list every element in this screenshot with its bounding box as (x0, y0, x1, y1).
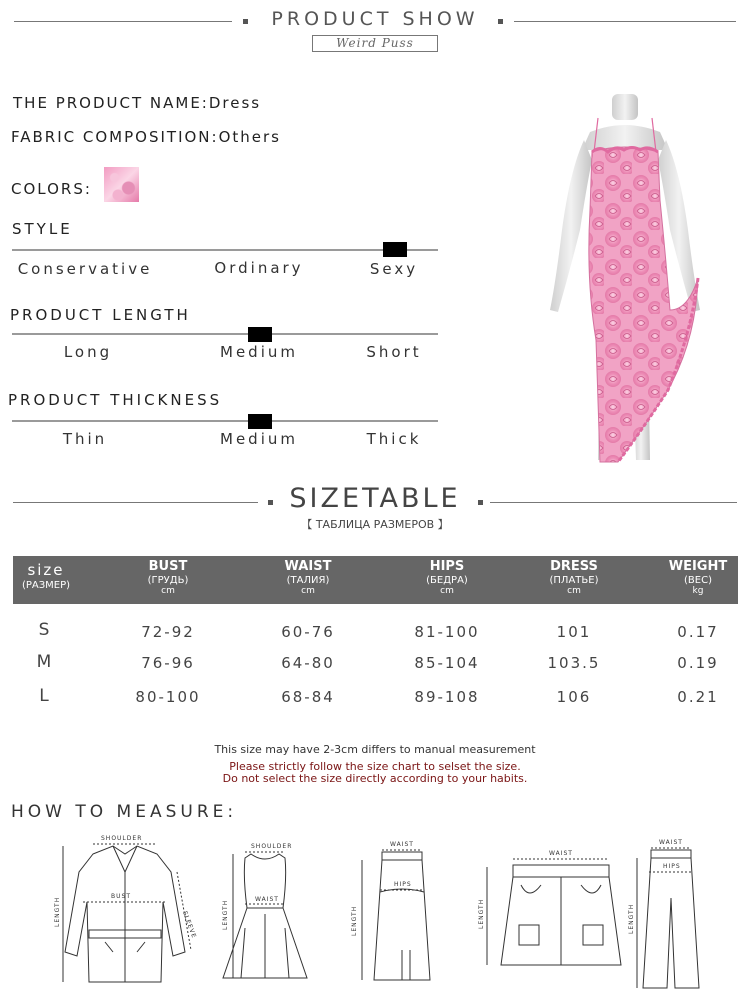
col-header-waist: WAIST (ТАЛИЯ) cm (284, 559, 332, 596)
sizetable-subtitle: 【 ТАБЛИЦА РАЗМЕРОВ 】 (301, 518, 449, 531)
cell-bust: 76-96 (141, 654, 195, 672)
svg-text:LENGTH: LENGTH (628, 903, 635, 934)
svg-text:HIPS: HIPS (663, 863, 681, 870)
style-label-sexy: Sexy (369, 260, 419, 278)
product-name: THE PRODUCT NAME:Dress (13, 94, 262, 112)
cell-waist: 60-76 (281, 623, 335, 641)
thickness-label-thin: Thin (62, 430, 108, 448)
col-header-size: size (РАЗМЕР) (21, 561, 71, 591)
thickness-label-medium: Medium (220, 430, 298, 448)
header-dot-left (243, 19, 248, 24)
svg-text:HIPS: HIPS (394, 881, 412, 888)
cell-weight: 0.17 (677, 623, 719, 641)
cell-bust: 80-100 (135, 688, 201, 706)
svg-text:LENGTH: LENGTH (54, 896, 61, 927)
col-header-hips: HIPS (БЕДРА) cm (426, 559, 468, 596)
length-label-medium: Medium (220, 343, 298, 361)
dress-product-image (520, 90, 730, 470)
cell-weight: 0.21 (677, 688, 719, 706)
svg-text:WAIST: WAIST (255, 896, 279, 903)
cell-size: S (38, 620, 52, 640)
sizetable-rule-right (490, 502, 737, 503)
svg-text:SLEEVE: SLEEVE (181, 910, 198, 940)
size-warning-1: Please strictly follow the size chart to selset the size. (229, 760, 521, 773)
cell-weight: 0.19 (677, 654, 719, 672)
cell-hips: 81-100 (414, 623, 480, 641)
size-table-header (13, 556, 738, 604)
header-rule-right (514, 21, 736, 22)
cell-waist: 64-80 (281, 654, 335, 672)
cell-size: M (36, 652, 54, 672)
cell-size: L (39, 686, 51, 706)
cell-dress: 103.5 (547, 654, 601, 672)
cell-hips: 85-104 (414, 654, 480, 672)
col-header-weight: WEIGHT (ВЕС) kg (668, 559, 728, 596)
svg-text:WAIST: WAIST (390, 841, 414, 848)
cell-dress: 106 (556, 688, 592, 706)
style-title: STYLE (12, 220, 73, 238)
thickness-label-thick: Thick (366, 430, 422, 448)
sizetable-dot-right (478, 500, 483, 505)
svg-text:LENGTH: LENGTH (478, 898, 485, 929)
svg-text:BUST: BUST (111, 893, 131, 900)
style-label-ordinary: Ordinary (214, 259, 304, 277)
svg-text:SHOULDER: SHOULDER (101, 835, 143, 842)
style-label-conservative: Conservative (17, 260, 153, 278)
how-to-measure-title: HOW TO MEASURE: (11, 802, 238, 822)
svg-text:LENGTH: LENGTH (351, 905, 358, 936)
length-scale-line (12, 333, 438, 335)
length-label-long: Long (63, 343, 113, 361)
header-dot-right (498, 19, 503, 24)
col-header-dress: DRESS (ПЛАТЬЕ) cm (549, 559, 599, 596)
thickness-scale-marker (248, 414, 272, 429)
brand-subtitle: Weird Puss (312, 35, 438, 52)
style-scale-line (12, 249, 438, 251)
measurement-note: This size may have 2-3cm differs to manual measurement (214, 743, 536, 756)
dress-measure-diagram (215, 838, 315, 988)
length-title: PRODUCT LENGTH (10, 306, 191, 324)
style-scale-marker (383, 242, 407, 257)
skirt-measure-diagram (340, 840, 450, 990)
jacket-measure-diagram (45, 832, 205, 992)
cell-bust: 72-92 (141, 623, 195, 641)
col-header-bust: BUST (ГРУДЬ) cm (147, 559, 189, 596)
colors-label: COLORS: (11, 180, 92, 198)
sizetable-rule-left (13, 502, 258, 503)
cell-hips: 89-108 (414, 688, 480, 706)
sizetable-title: SIZETABLE (289, 483, 461, 514)
mini-skirt-measure-diagram (475, 845, 625, 975)
color-swatch-pink[interactable] (104, 167, 139, 202)
length-label-short: Short (366, 343, 422, 361)
svg-text:WAIST: WAIST (549, 850, 573, 857)
cell-dress: 101 (556, 623, 592, 641)
fabric-composition: FABRIC COMPOSITION:Others (11, 128, 281, 146)
thickness-scale-line (12, 420, 438, 422)
header-rule-left (14, 21, 232, 22)
size-warning-2: Do not select the size directly according to your habits. (222, 772, 528, 785)
svg-text:WAIST: WAIST (659, 839, 683, 846)
thickness-title: PRODUCT THICKNESS (8, 391, 223, 409)
pants-measure-diagram (625, 838, 715, 993)
svg-text:LENGTH: LENGTH (222, 899, 229, 930)
length-scale-marker (248, 327, 272, 342)
svg-text:SHOULDER: SHOULDER (251, 843, 293, 850)
page-title: PRODUCT SHOW (271, 8, 479, 30)
cell-waist: 68-84 (281, 688, 335, 706)
